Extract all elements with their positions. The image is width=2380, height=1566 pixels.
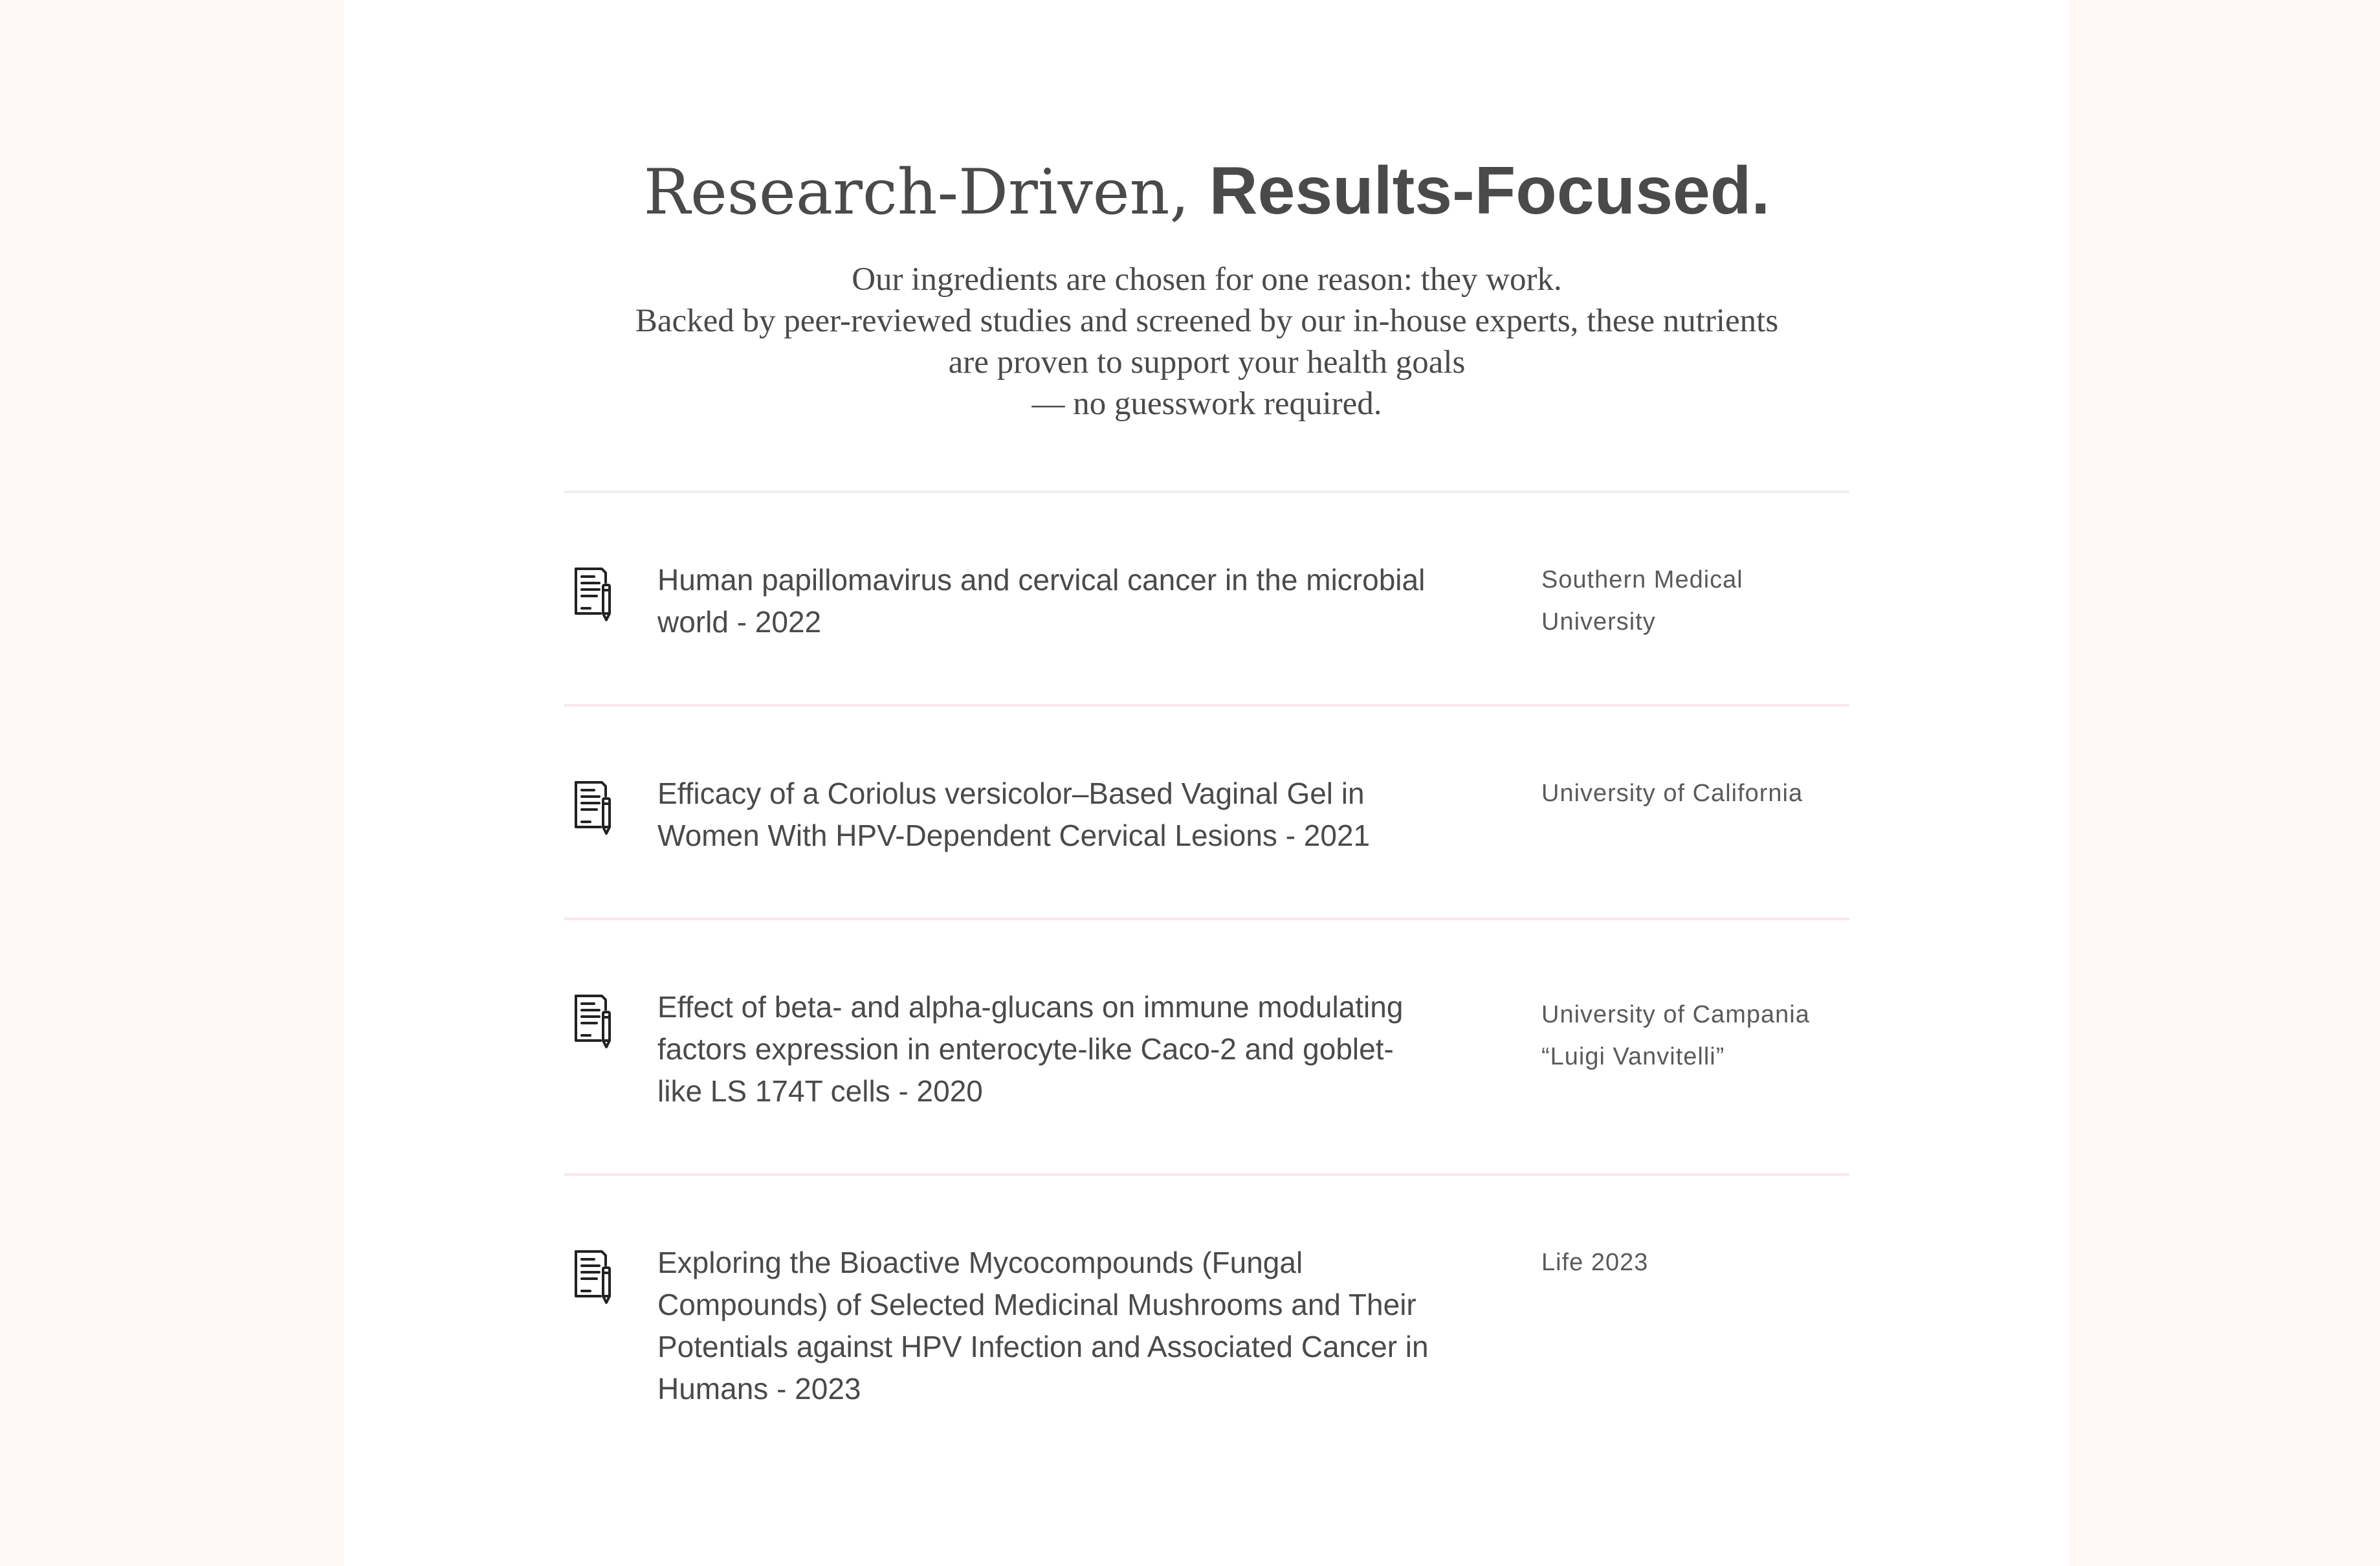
heading-bold-part: Results-Focused.	[1209, 153, 1770, 228]
study-row[interactable]	[564, 918, 1849, 1173]
study-row[interactable]	[564, 1173, 1849, 1473]
study-title[interactable]: Exploring the Bioactive Mycocompounds (Fungal Compounds) of Selected Medicinal Mushrooms and Their Potentials against HPV Infection and Associated Cancer in Humans - 2023	[657, 1246, 1429, 1406]
intro-line: Backed by peer-reviewed studies and screened by our in-house experts, these nutrients	[635, 303, 1779, 339]
document-pen-icon	[573, 994, 613, 1050]
intro-line: — no guesswork required.	[1031, 386, 1382, 422]
study-row[interactable]	[564, 491, 1849, 704]
study-source: Life 2023	[1541, 1249, 1649, 1276]
section-heading	[344, 149, 2069, 234]
study-title[interactable]: Efficacy of a Coriolus versicolor–Based Vaginal Gel in Women With HPV-Dependent Cervical Lesions - 2021	[657, 777, 1371, 852]
studies-list	[564, 491, 1849, 1473]
document-pen-icon	[573, 567, 613, 623]
study-title[interactable]: Human papillomavirus and cervical cancer in the microbial world - 2022	[657, 563, 1426, 639]
intro-paragraph	[344, 259, 2069, 425]
study-source: Southern Medical University	[1541, 566, 1743, 635]
study-row[interactable]	[564, 704, 1849, 918]
study-source: University of Campania “Luigi Vanvitelli”	[1541, 1001, 1810, 1070]
document-pen-icon	[573, 1250, 613, 1305]
study-title[interactable]: Effect of beta- and alpha-glucans on immune modulating factors expression in enterocyte-like Caco-2 and goblet-like LS 174T cells - 2020	[657, 990, 1404, 1108]
intro-line: Our ingredients are chosen for one reason: they work.	[852, 261, 1562, 298]
heading-light-part: Research-Driven,	[643, 156, 1209, 228]
study-source: University of California	[1541, 780, 1803, 807]
content-panel	[344, 0, 2069, 1566]
intro-line: are proven to support your health goals	[948, 344, 1466, 380]
document-pen-icon	[573, 780, 613, 836]
